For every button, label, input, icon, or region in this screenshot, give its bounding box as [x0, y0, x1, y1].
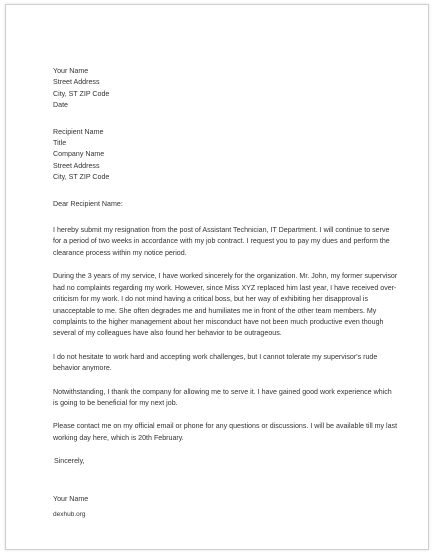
recipient-company: Company Name: [53, 150, 105, 159]
sender-street: Street Address: [53, 78, 100, 87]
letter-page: [5, 4, 429, 550]
recipient-street: Street Address: [53, 161, 100, 170]
letter-date: Date: [53, 101, 68, 110]
recipient-title: Title: [53, 139, 67, 148]
sender-name: Your Name: [53, 67, 89, 75]
recipient-city: City, ST ZIP Code: [53, 173, 110, 182]
recipient-address: [53, 127, 398, 184]
salutation: Dear Recipient Name:: [53, 199, 123, 208]
recipient-name: Recipient Name: [53, 127, 104, 136]
signature-name: Your Name: [53, 494, 89, 503]
paragraph-thanks: Notwithstanding, I thank the company for allowing me to serve it. I have gained good work experience which is going to be beneficial for my next job.: [53, 387, 392, 407]
paragraph-reason: During the 3 years of my service, I have worked sincerely for the organization. Mr. John, my former supervisor had no complaints regarding my work. However, since Miss XYZ replaced him last year, I have received over-criticism for my work. I do not mind having a critical boss, but her way of exhibiting her disapproval is unacceptable to me. She often degrades me and humiliates me in front of the other team members. My complaints to the higher management about her misconduct have not been much productive even though several of my colleagues have also found her behavior to be outrageous.: [53, 272, 398, 338]
paragraph-resignation: I hereby submit my resignation from the post of Assistant Technician, IT Department. I will continue to serve for a period of two weeks in accordance with my job contract. I request you to pay my dues and perform the clearance process within my notice period.: [53, 226, 390, 257]
footer-watermark: dexhub.org: [53, 511, 86, 518]
closing: Sincerely,: [54, 457, 85, 466]
letter-body: [53, 66, 398, 505]
sender-address: [53, 66, 398, 112]
sender-city: City, ST ZIP Code: [53, 89, 110, 98]
paragraph-contact: Please contact me on my official email or phone for any questions or discussions. I will be available till my last working day here, which is 20th February.: [53, 422, 398, 442]
paragraph-tolerance: I do not hesitate to work hard and accepting work challenges, but I cannot tolerate my supervisor's rude behavior anymore.: [53, 352, 378, 373]
